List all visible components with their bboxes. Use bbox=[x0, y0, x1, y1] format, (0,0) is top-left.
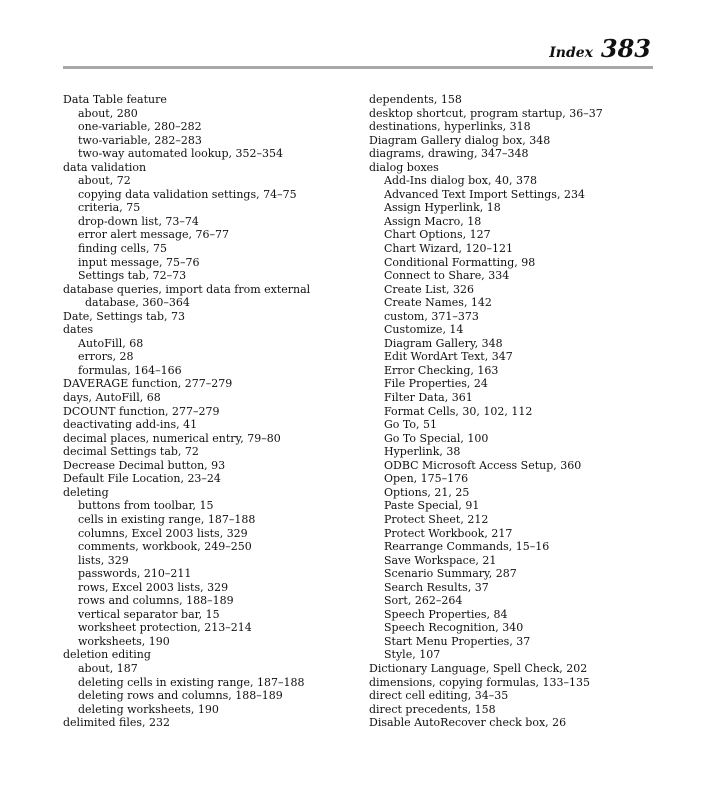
index-subentry: deleting cells in existing range, 187–188 bbox=[78, 675, 305, 689]
index-entry: decimal Settings tab, 72 bbox=[63, 445, 199, 459]
index-subentry: columns, Excel 2003 lists, 329 bbox=[78, 526, 248, 540]
index-entry: Date, Settings tab, 73 bbox=[63, 309, 185, 323]
index-entry: deletion editing bbox=[63, 648, 151, 662]
index-entry: days, AutoFill, 68 bbox=[63, 391, 161, 405]
index-subentry: database, 360–364 bbox=[85, 296, 190, 310]
index-entry: dialog boxes bbox=[369, 160, 439, 174]
index-entry: delimited files, 232 bbox=[63, 716, 171, 730]
index-subentry: Assign Macro, 18 bbox=[384, 214, 482, 228]
index-subentry: lists, 329 bbox=[78, 553, 129, 567]
index-subentry: Add-Ins dialog box, 40, 378 bbox=[384, 174, 537, 188]
index-subentry: Rearrange Commands, 15–16 bbox=[384, 540, 550, 554]
index-subentry: Error Checking, 163 bbox=[384, 363, 499, 377]
index-subentry: rows and columns, 188–189 bbox=[78, 594, 234, 608]
index-subentry: AutoFill, 68 bbox=[78, 336, 144, 350]
header-rule bbox=[63, 66, 653, 69]
index-subentry: Speech Recognition, 340 bbox=[384, 621, 524, 635]
index-subentry: worksheets, 190 bbox=[78, 634, 170, 648]
index-entry: diagrams, drawing, 347–348 bbox=[369, 147, 529, 161]
index-subentry: finding cells, 75 bbox=[78, 242, 167, 256]
index-entry: Disable AutoRecover check box, 26 bbox=[369, 716, 567, 730]
index-subentry: deleting rows and columns, 188–189 bbox=[78, 689, 283, 703]
index-subentry: Assign Hyperlink, 18 bbox=[384, 201, 501, 215]
index-subentry: File Properties, 24 bbox=[384, 377, 488, 391]
index-entry: direct precedents, 158 bbox=[369, 702, 496, 716]
index-subentry: drop-down list, 73–74 bbox=[78, 214, 199, 228]
page-number: 383 bbox=[600, 34, 651, 63]
index-subentry: Chart Wizard, 120–121 bbox=[384, 242, 514, 256]
index-entry: Diagram Gallery dialog box, 348 bbox=[369, 133, 551, 147]
index-column-left bbox=[63, 93, 363, 730]
index-subentry: Protect Workbook, 217 bbox=[384, 526, 513, 540]
index-subentry: Create Names, 142 bbox=[384, 296, 492, 310]
index-entry: deactivating add-ins, 41 bbox=[63, 418, 198, 432]
index-entry: database queries, import data from external bbox=[63, 282, 311, 296]
index-subentry: custom, 371–373 bbox=[384, 309, 479, 323]
index-subentry: cells in existing range, 187–188 bbox=[78, 512, 256, 526]
index-subentry: Conditional Formatting, 98 bbox=[384, 255, 536, 269]
index-entry: deleting bbox=[63, 485, 109, 499]
index-subentry: Options, 21, 25 bbox=[384, 485, 470, 499]
index-entry: destinations, hyperlinks, 318 bbox=[369, 120, 531, 134]
index-subentry: formulas, 164–166 bbox=[78, 363, 182, 377]
index-subentry: ODBC Microsoft Access Setup, 360 bbox=[384, 458, 582, 472]
index-entry: Decrease Decimal button, 93 bbox=[63, 458, 226, 472]
index-subentry: Protect Sheet, 212 bbox=[384, 512, 489, 526]
index-subentry: one-variable, 280–282 bbox=[78, 120, 202, 134]
index-subentry: errors, 28 bbox=[78, 350, 134, 364]
index-subentry: Paste Special, 91 bbox=[384, 499, 480, 513]
index-subentry: Filter Data, 361 bbox=[384, 391, 473, 405]
index-subentry: Speech Properties, 84 bbox=[384, 607, 508, 621]
index-entry: Default File Location, 23–24 bbox=[63, 472, 221, 486]
index-subentry: Connect to Share, 334 bbox=[384, 269, 510, 283]
index-subentry: two-variable, 282–283 bbox=[78, 133, 202, 147]
index-subentry: deleting worksheets, 190 bbox=[78, 702, 219, 716]
index-subentry: two-way automated lookup, 352–354 bbox=[78, 147, 284, 161]
index-subentry: passwords, 210–211 bbox=[78, 567, 192, 581]
index-subentry: Hyperlink, 38 bbox=[384, 445, 461, 459]
index-subentry: Chart Options, 127 bbox=[384, 228, 491, 242]
index-subentry: Customize, 14 bbox=[384, 323, 464, 337]
index-entry: direct cell editing, 34–35 bbox=[369, 689, 509, 703]
index-subentry: Scenario Summary, 287 bbox=[384, 567, 517, 581]
index-subentry: Style, 107 bbox=[384, 648, 441, 662]
index-subentry: copying data validation settings, 74–75 bbox=[78, 187, 297, 201]
index-subentry: error alert message, 76–77 bbox=[78, 228, 229, 242]
index-subentry: comments, workbook, 249–250 bbox=[78, 540, 252, 554]
index-entry: data validation bbox=[63, 160, 147, 174]
index-subentry: Sort, 262–264 bbox=[384, 594, 463, 608]
index-subentry: Go To Special, 100 bbox=[384, 431, 489, 445]
index-subentry: about, 280 bbox=[78, 106, 138, 120]
index-subentry: Edit WordArt Text, 347 bbox=[384, 350, 513, 364]
index-entry: decimal places, numerical entry, 79–80 bbox=[63, 431, 281, 445]
index-entry: dates bbox=[63, 323, 94, 337]
index-subentry: Advanced Text Import Settings, 234 bbox=[384, 187, 585, 201]
index-entry: dependents, 158 bbox=[369, 93, 462, 106]
index-entry: Dictionary Language, Spell Check, 202 bbox=[369, 661, 588, 675]
index-subentry: about, 72 bbox=[78, 174, 131, 188]
index-entry: dimensions, copying formulas, 133–135 bbox=[369, 675, 590, 689]
index-subentry: vertical separator bar, 15 bbox=[78, 607, 220, 621]
index-subentry: Start Menu Properties, 37 bbox=[384, 634, 531, 648]
index-subentry: worksheet protection, 213–214 bbox=[78, 621, 252, 635]
running-header bbox=[63, 34, 653, 68]
index-subentry: input message, 75–76 bbox=[78, 255, 200, 269]
section-title: Index bbox=[549, 45, 593, 61]
index-subentry: Open, 175–176 bbox=[384, 472, 469, 486]
index-subentry: Format Cells, 30, 102, 112 bbox=[384, 404, 533, 418]
index-subentry: Settings tab, 72–73 bbox=[78, 269, 187, 283]
index-subentry: buttons from toolbar, 15 bbox=[78, 499, 214, 513]
index-subentry: Search Results, 37 bbox=[384, 580, 489, 594]
index-subentry: Diagram Gallery, 348 bbox=[384, 336, 503, 350]
index-entry: DAVERAGE function, 277–279 bbox=[63, 377, 233, 391]
index-entry: Data Table feature bbox=[63, 93, 167, 106]
index-subentry: rows, Excel 2003 lists, 329 bbox=[78, 580, 229, 594]
index-subentry: about, 187 bbox=[78, 661, 138, 675]
index-subentry: Create List, 326 bbox=[384, 282, 475, 296]
index-subentry: Go To, 51 bbox=[384, 418, 438, 432]
index-subentry: Save Workspace, 21 bbox=[384, 553, 497, 567]
index-column-right bbox=[369, 93, 669, 730]
index-entry: desktop shortcut, program startup, 36–37 bbox=[369, 106, 603, 120]
index-subentry: criteria, 75 bbox=[78, 201, 141, 215]
index-entry: DCOUNT function, 277–279 bbox=[63, 404, 220, 418]
